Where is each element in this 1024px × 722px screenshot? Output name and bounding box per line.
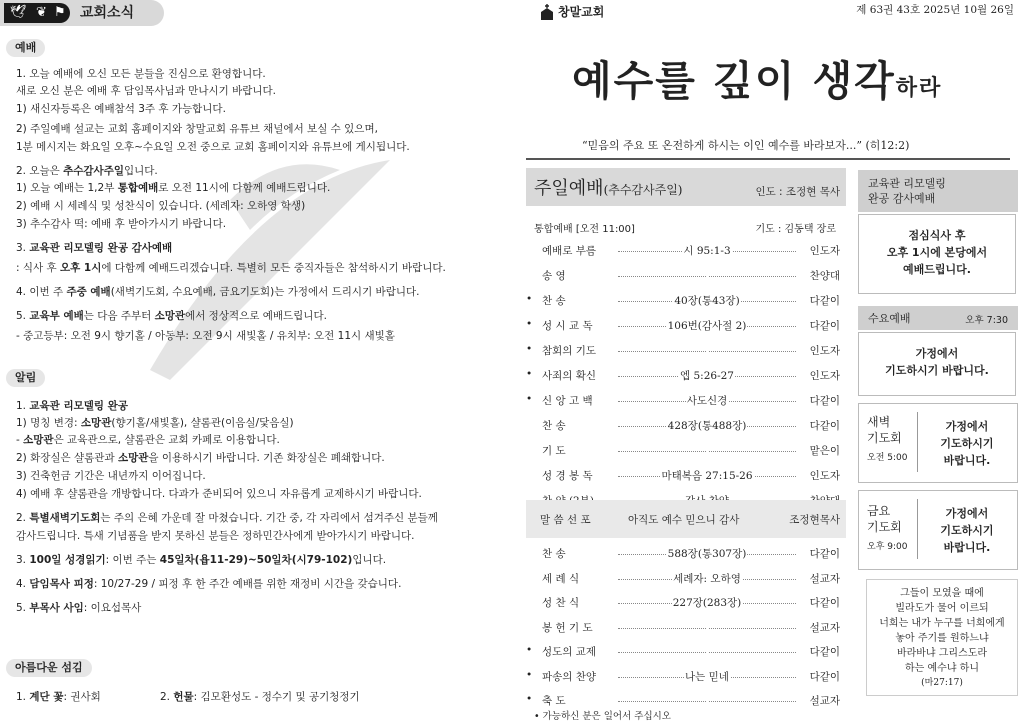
main-title-text: 예수를 깊이 생각 (572, 57, 896, 105)
worship-header (526, 168, 846, 206)
remodel-title-2: 완공 감사예배 (868, 192, 936, 205)
worship-line: 1) 새신자등록은 예배참석 3주 후 가능합니다. (16, 103, 226, 115)
row-item: 참회의 기도 (542, 345, 597, 357)
order-row (526, 368, 846, 384)
row-detail: 588장(통307장) (667, 548, 747, 560)
wed-box (858, 332, 1016, 396)
row-item: 파송의 찬양 (542, 670, 597, 683)
row-detail (706, 620, 708, 632)
remodel-body-3: 예배드립니다. (903, 263, 971, 276)
row-detail: 마태복음 27:15-26 (661, 470, 753, 482)
worship-line: 5. 교육부 예배는 다음 주부터 소망관에서 정상적으로 예배드립니다. (16, 310, 327, 322)
remodel-box (858, 214, 1016, 294)
row-person: 인도자 (809, 470, 840, 482)
worship-line: 1) 오늘 예배는 1,2부 통합예배로 오전 11시에 다함께 예배드립니다. (16, 182, 331, 194)
order-row (526, 468, 846, 484)
worship-line: 3) 추수감사 떡: 예배 후 받아가시기 바랍니다. (16, 218, 227, 230)
row-person: 다같이 (809, 597, 840, 609)
row-detail (706, 443, 708, 455)
row-bullet: • (526, 644, 533, 656)
sermon-title: 아직도 예수 믿으니 감사 (628, 514, 740, 526)
row-bullet: • (526, 693, 533, 705)
scripture-line: 놓아 주기를 원하느냐 (895, 633, 989, 644)
row-detail (706, 644, 708, 656)
row-bullet: • (526, 393, 533, 405)
row-person: 인도자 (809, 245, 840, 257)
worship-line: : 식사 후 오후 1시에 다함께 예배드리겠습니다. 특별히 모든 중직자들은 참석하시기 바랍니다. (16, 262, 446, 274)
order-row (526, 669, 846, 685)
section-service: 아름다운 섬김 (6, 659, 92, 677)
dawn-box (858, 403, 1018, 483)
right-page (512, 0, 1024, 720)
verse: “믿음의 주요 또 온전하게 하시는 이인 예수를 바라보자...” (히12:2) (582, 139, 910, 152)
scripture-line: 그들이 모였을 때에 (900, 588, 984, 599)
worship-line: 1분 메시지는 화요일 오후~수요일 오전 중으로 교회 홈페이지와 유튜브에 게시됩니다. (16, 141, 410, 153)
worship-line: - 중고등부: 오전 9시 향기홀 / 아동부: 오전 9시 새빛홀 / 유치부: 오전 11시 새빛홀 (16, 330, 395, 342)
row-person: 다같이 (809, 670, 840, 683)
row-detail: 사도신경 (686, 395, 728, 407)
dawn-title-1: 새벽 (867, 415, 891, 429)
row-detail: 227장(283장) (672, 597, 742, 609)
worship-leader: 인도 : 조정현 목사 (755, 186, 840, 198)
order-row (526, 644, 846, 660)
dawn-divider (917, 412, 918, 472)
section-notice: 알림 (6, 369, 45, 387)
notice-line: 1. 교육관 리모델링 완공 (16, 400, 128, 412)
sermon-label: 말 씀 선 포 (540, 514, 591, 526)
wed-time: 오후 7:30 (965, 315, 1008, 326)
order-row (526, 595, 846, 611)
row-detail: 40장(통43장) (674, 295, 740, 307)
row-detail: 나는 믿네 (685, 670, 729, 683)
section-worship: 예배 (6, 39, 45, 57)
friday-box (858, 490, 1018, 570)
row-item: 찬 송 (542, 420, 566, 432)
notice-line: 4) 예배 후 샬롬관을 개방합니다. 다과가 준비되어 있으니 자유롭게 교제하시기 바랍니다. (16, 488, 422, 500)
order-row (526, 546, 846, 562)
row-person: 찬양대 (809, 270, 840, 282)
order-row (526, 393, 846, 409)
remodel-header (858, 170, 1018, 212)
order-row (526, 571, 846, 587)
row-person: 설교자 (809, 695, 840, 707)
dawn-body-2: 기도하시기 (940, 437, 994, 450)
row-item: 성도의 교제 (542, 646, 597, 658)
wed-header (858, 306, 1018, 330)
row-item: 기 도 (542, 445, 566, 457)
fri-time: 오후 9:00 (867, 542, 908, 552)
worship-title: 주일예배 (534, 178, 604, 199)
row-item: 신 앙 고 백 (542, 395, 593, 407)
notice-line: 2. 특별새벽기도회는 주의 은혜 가운데 잘 마쳤습니다. 기간 중, 각 자리에서 섬겨주신 분들께 (16, 512, 438, 524)
remodel-title-1: 교육관 리모델링 (868, 177, 946, 190)
row-bullet: • (526, 368, 533, 380)
leaf-icon: ❦ (36, 5, 47, 20)
row-item: 예배로 부름 (542, 245, 597, 257)
fri-body-3: 바랍니다. (943, 541, 991, 554)
order-row (526, 293, 846, 309)
scripture-line: 하는 예수냐 하니 (905, 663, 979, 674)
row-item: 찬 송 (542, 548, 566, 560)
page-title: 교회소식 (80, 5, 135, 21)
worship-subtitle: (추수감사주일) (603, 183, 683, 197)
fri-divider (917, 499, 918, 559)
row-person: 설교자 (809, 621, 840, 634)
dawn-body-3: 바랍니다. (943, 454, 991, 467)
row-detail: 세례자: 오하영 (673, 572, 741, 585)
order-row (526, 243, 846, 259)
fri-body-1: 가정에서 (945, 507, 989, 520)
worship-info: 통합예배 [오전 11:00] (534, 224, 635, 235)
row-item: 세 례 식 (542, 572, 580, 585)
main-title (572, 48, 942, 107)
row-detail: 428장(통488장) (667, 420, 747, 432)
row-item: 사죄의 확신 (542, 370, 597, 382)
row-person: 인도자 (809, 370, 840, 382)
order-row (526, 620, 846, 636)
row-person: 맡은이 (809, 445, 840, 457)
church-name: 창말교회 (558, 5, 605, 19)
wed-body-2: 기도하시기 바랍니다. (885, 364, 989, 377)
order-row (526, 693, 846, 709)
notice-line: 3. 100일 성경읽기: 이번 주는 45일차(욥11-29)~50일차(시79-102)입니다. (16, 554, 387, 566)
row-item: 찬 송 (542, 295, 566, 307)
flag-icon: ⚑ (54, 5, 66, 20)
remodel-body-1: 점심식사 후 (908, 229, 966, 242)
worship-line: 2. 오늘은 추수감사주일입니다. (16, 165, 158, 177)
order-row (526, 443, 846, 459)
row-item: 축 도 (542, 695, 566, 707)
worship-line: 1. 오늘 예배에 오신 모든 분들을 진심으로 환영합니다. (16, 68, 266, 80)
wed-body-1: 가정에서 (915, 347, 959, 360)
row-bullet: • (526, 343, 533, 355)
row-person: 다같이 (809, 548, 840, 560)
sermon-bar (526, 500, 846, 538)
scripture-line: 빌라도가 물어 이르되 (895, 603, 989, 614)
row-person: 설교자 (809, 572, 840, 585)
worship-line: 새로 오신 분은 예배 후 담임목사님과 만나시기 바랍니다. (16, 85, 276, 97)
notice-line: - 소망관은 교육관으로, 샬롬관은 교회 카페로 이용합니다. (16, 434, 280, 446)
worship-prayer: 기도 : 김동택 장로 (755, 224, 836, 235)
service-item: 1. 계단 꽃: 권사회 (16, 691, 101, 703)
order-row (526, 418, 846, 434)
issue-info: 제 63권 43호 2025년 10월 26일 (856, 4, 1014, 16)
order-row (526, 318, 846, 334)
row-item: 송 영 (542, 270, 566, 282)
row-detail (706, 343, 708, 355)
dawn-body-1: 가정에서 (945, 420, 989, 433)
order-row (526, 343, 846, 359)
row-person: 다같이 (809, 320, 840, 332)
fri-body-2: 기도하시기 (940, 524, 994, 537)
stand-note: • 가능하신 분은 일어서 주십시오 (534, 711, 671, 722)
worship-line: 2) 예배 시 세례식 및 성찬식이 있습니다. (세례자: 오하영 학생) (16, 200, 306, 212)
scripture-lines (867, 580, 1017, 695)
scripture-box (866, 579, 1018, 696)
row-detail: 106번(감사절 2) (667, 320, 747, 332)
remodel-body-2: 오후 1시에 본당에서 (886, 246, 988, 259)
dove-icon: 🕊 (10, 5, 27, 20)
row-detail: 엡 5:26-27 (680, 370, 734, 382)
row-person: 다같이 (809, 420, 840, 432)
left-page (0, 0, 512, 720)
row-person: 다같이 (809, 395, 840, 407)
worship-line: 3. 교육관 리모델링 완공 감사예배 (16, 242, 173, 254)
wed-title: 수요예배 (868, 312, 911, 325)
notice-line: 2) 화장실은 샬롬관과 소망관을 이용하시기 바랍니다. 기존 화장실은 폐쇄합니다. (16, 452, 385, 464)
order-row (526, 268, 846, 284)
service-item: 2. 헌물: 김모환성도 - 정수기 및 공기청정기 (160, 691, 360, 703)
notice-line: 4. 담임목사 피정: 10/27-29 / 피정 후 한 주간 예배를 위한 재정비 시간을 갖습니다. (16, 578, 402, 590)
row-detail (706, 693, 708, 705)
row-bullet: • (526, 318, 533, 330)
notice-line: 5. 부목사 사임: 이요섭목사 (16, 602, 142, 614)
fri-title-1: 금요 (867, 504, 891, 518)
scripture-line: (마27:17) (921, 678, 963, 688)
notice-line: 감사드립니다. 특새 기념품을 받지 못하신 분들은 정하민간사에게 받아가시기 바랍니다. (16, 530, 415, 542)
notice-line: 3) 건축헌금 기간은 내년까지 이어집니다. (16, 470, 206, 482)
dawn-title-2: 기도회 (867, 431, 902, 445)
row-person: 다같이 (809, 295, 840, 307)
row-bullet: • (526, 293, 533, 305)
divider (526, 158, 1010, 160)
main-title-suffix: 하라 (895, 75, 943, 101)
worship-line: 2) 주일예배 설교는 교회 홈페이지와 창말교회 유튜브 채널에서 보실 수 있으며, (16, 123, 378, 135)
scripture-line: 너희는 내가 누구를 너희에게 (879, 618, 1005, 629)
news-logo (4, 3, 70, 23)
row-detail: 시 95:1-3 (683, 245, 731, 257)
row-person: 인도자 (809, 345, 840, 357)
row-person: 다같이 (809, 646, 840, 658)
row-detail (706, 268, 708, 280)
worship-line: 4. 이번 주 주중 예배(새벽기도회, 수요예배, 금요기도회)는 가정에서 드리시기 바랍니다. (16, 286, 420, 298)
scripture-line: 바라바냐 그리스도라 (896, 648, 988, 659)
worship-order (526, 168, 850, 722)
row-item: 성 시 교 독 (542, 320, 593, 332)
row-item: 봉 헌 기 도 (542, 621, 593, 634)
row-item: 성 찬 식 (542, 597, 580, 609)
church-icon (540, 4, 554, 18)
sermon-preacher: 조정현목사 (789, 514, 840, 526)
fri-title-2: 기도회 (867, 520, 902, 534)
notice-line: 1) 명칭 변경: 소망관(향기홀/새빛홀), 샬롬관(이음실/닻음실) (16, 417, 294, 429)
dawn-time: 오전 5:00 (867, 453, 908, 463)
row-bullet: • (526, 668, 533, 681)
row-item: 성 경 봉 독 (542, 470, 593, 482)
